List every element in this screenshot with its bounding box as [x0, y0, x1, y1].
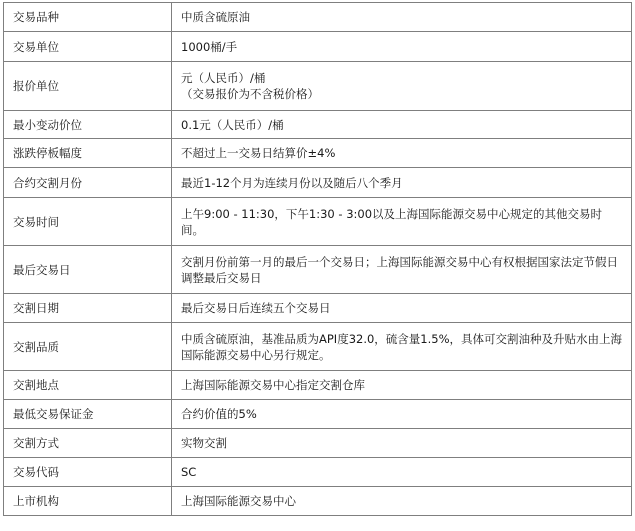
row-label: 涨跌停板幅度 — [4, 139, 172, 168]
row-label: 上市机构 — [4, 487, 172, 516]
contract-spec-table — [3, 2, 632, 516]
row-label: 交割日期 — [4, 294, 172, 323]
row-label: 交易代码 — [4, 458, 172, 487]
row-value: 交割月份前第一月的最后一个交易日；上海国际能源交易中心有权根据国家法定节假日调整最后交易日 — [172, 246, 632, 294]
row-value: 最近1-12个月为连续月份以及随后八个季月 — [172, 168, 632, 198]
table-row — [4, 32, 632, 62]
row-value: 合约价值的5% — [172, 400, 632, 429]
row-value: 中质含硫原油，基准品质为API度32.0，硫含量1.5%，具体可交割油种及升贴水由上海国际能源交易中心另行规定。 — [172, 323, 632, 371]
table-row — [4, 400, 632, 429]
table-row — [4, 323, 632, 371]
row-label: 最小变动价位 — [4, 111, 172, 139]
row-label: 交割方式 — [4, 429, 172, 458]
row-value: 上午9:00 - 11:30，下午1:30 - 3:00以及上海国际能源交易中心规定的其他交易时间。 — [172, 198, 632, 246]
row-label: 合约交割月份 — [4, 168, 172, 198]
row-value: 上海国际能源交易中心 — [172, 487, 632, 516]
table-row — [4, 429, 632, 458]
row-value: 不超过上一交易日结算价±4% — [172, 139, 632, 168]
row-label: 交易单位 — [4, 32, 172, 62]
row-label: 交易时间 — [4, 198, 172, 246]
table-row — [4, 198, 632, 246]
table-row — [4, 487, 632, 516]
row-value: SC — [172, 458, 632, 487]
table-row — [4, 139, 632, 168]
row-value: 0.1元（人民币）/桶 — [172, 111, 632, 139]
row-label: 交易品种 — [4, 3, 172, 32]
row-label: 最低交易保证金 — [4, 400, 172, 429]
row-label: 最后交易日 — [4, 246, 172, 294]
table-row — [4, 168, 632, 198]
table-row — [4, 62, 632, 111]
row-label: 报价单位 — [4, 62, 172, 111]
row-label: 交割品质 — [4, 323, 172, 371]
table-row — [4, 371, 632, 400]
table-row — [4, 458, 632, 487]
row-label: 交割地点 — [4, 371, 172, 400]
row-value: 1000桶/手 — [172, 32, 632, 62]
row-value: 最后交易日后连续五个交易日 — [172, 294, 632, 323]
row-value: 实物交割 — [172, 429, 632, 458]
table-row — [4, 246, 632, 294]
row-value: 元（人民币）/桶 （交易报价为不含税价格） — [172, 62, 632, 111]
row-value: 上海国际能源交易中心指定交割仓库 — [172, 371, 632, 400]
table-row — [4, 3, 632, 32]
table-row — [4, 294, 632, 323]
row-value: 中质含硫原油 — [172, 3, 632, 32]
table-row — [4, 111, 632, 139]
